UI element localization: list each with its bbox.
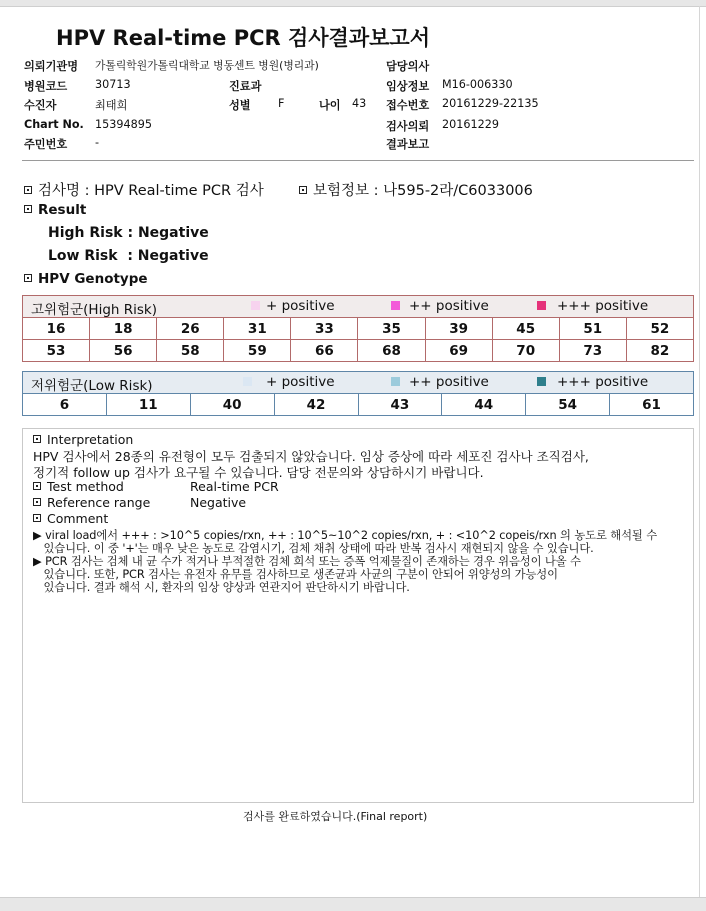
interpretation-box [22,428,694,803]
test-method-value: Real-time PCR [190,479,279,494]
genotype-cell: 66 [291,340,358,362]
genotype-cell: 68 [358,340,425,362]
bottom-bar [0,897,706,911]
final-report-note: 검사를 완료하였습니다.(Final report) [243,810,428,823]
genotype-cell: 44 [442,394,526,416]
insurance-info [299,179,533,200]
genotype-cell: 70 [492,340,559,362]
genotype-cell: 11 [106,394,190,416]
page-edge [699,6,700,897]
genotype-cell: 45 [492,318,559,340]
genotype-cell: 40 [190,394,274,416]
chart-value: 15394895 [95,118,152,131]
chart-label: Chart No. [24,118,84,131]
high-risk-title: 고위험군(High Risk) [31,302,157,318]
low-risk-title: 저위험군(Low Risk) [31,378,153,394]
age-label: 나이 [319,99,341,112]
doctor-label: 담당의사 [386,60,430,73]
comment-line-5: 있습니다. 결과 해석 시, 환자의 임상 양상과 연관지어 판단하시기 바랍니다. [33,581,410,594]
genotype-cell: 58 [157,340,224,362]
square-bullet-icon [33,482,41,490]
high-risk-header [23,296,694,318]
square-bullet-icon [24,205,32,213]
genotype-cell: 42 [274,394,358,416]
genotype-cell: 56 [90,340,157,362]
square-bullet-icon [24,186,32,194]
exam-name-text: 검사명 : HPV Real-time PCR 검사 [38,183,264,199]
genotype-heading-text: HPV Genotype [38,271,148,287]
high-risk-row-2 [23,340,694,362]
genotype-cell: 26 [157,318,224,340]
top-bar [0,0,706,7]
patient-value: 최태희 [95,99,128,112]
interpretation-line-2: 정기적 follow up 검사가 요구될 수 있습니다. 담당 전문의와 상담하시기 바랍니다. [33,465,484,480]
square-bullet-icon [33,498,41,506]
legend-swatch-plus [251,301,260,310]
genotype-cell: 61 [610,394,694,416]
department-label: 진료과 [229,80,262,93]
genotype-cell: 18 [90,318,157,340]
sex-label: 성별 [229,99,251,112]
genotype-cell: 53 [23,340,90,362]
low-risk-table [22,371,694,416]
genotype-cell: 31 [224,318,291,340]
high-risk-result: High Risk : Negative [48,225,209,241]
comment-line-3: ▶ PCR 검사는 검체 내 균 수가 적거나 부적절한 검체 희석 또는 증폭 억제물질이 존재하는 경우 위음성이 나올 수 [33,555,581,568]
institution-label: 의뢰기관명 [24,60,79,73]
genotype-cell: 73 [559,340,626,362]
legend-plus3: +++ positive [557,298,649,314]
comment-heading [33,511,108,526]
low-risk-result: Low Risk : Negative [48,248,209,264]
reference-range-value: Negative [190,495,247,510]
result-heading [24,202,86,218]
genotype-cell: 54 [526,394,610,416]
genotype-cell: 51 [559,318,626,340]
insurance-text: 보험정보 : 나595-2라/C6033006 [313,183,533,199]
legend-swatch-plus2 [391,377,400,386]
square-bullet-icon [33,435,41,443]
legend-plus: + positive [266,374,335,390]
legend-plus2: ++ positive [409,374,489,390]
header-divider [22,160,694,161]
reference-range-label [33,495,150,510]
genotype-cell: 69 [425,340,492,362]
genotype-cell: 39 [425,318,492,340]
clinical-info-label: 임상정보 [386,80,430,93]
resident-value: - [95,136,100,149]
report-label: 결과보고 [386,138,430,151]
high-risk-table [22,295,694,362]
exam-name [24,179,264,200]
interpretation-heading-text: Interpretation [47,432,134,447]
patient-label: 수진자 [24,99,57,112]
legend-plus2: ++ positive [409,298,489,314]
hospital-code-label: 병원코드 [24,80,68,93]
institution-value: 가톨릭학원가톨릭대학교 병동센트 병원(병리과) [95,59,319,72]
clinical-info-value: M16-006330 [442,78,513,91]
test-method-label [33,479,124,494]
result-heading-text: Result [38,202,87,218]
interpretation-line-1: HPV 검사에서 28종의 유전형이 모두 검출되지 않았습니다. 임상 증상에 따라 세포진 검사나 조직검사, [33,449,589,464]
genotype-cell: 33 [291,318,358,340]
comment-line-1: ▶ viral load에서 +++ : >10^5 copies/rxn, ++ : 10^5~10^2 copies/rxn, + : <10^2 copeis/rxn 의 농도로 해석될 수 [33,529,658,542]
receipt-value: 20161229-22135 [442,97,539,110]
genotype-cell: 52 [626,318,693,340]
low-risk-row-1 [23,394,694,416]
age-value: 43 [352,97,367,110]
genotype-cell: 59 [224,340,291,362]
genotype-cell: 35 [358,318,425,340]
receipt-label: 접수번호 [386,99,430,112]
hospital-code-value: 30713 [95,78,131,91]
sex-value: F [278,97,285,110]
request-label: 검사의뢰 [386,120,430,133]
legend-swatch-plus [243,377,252,386]
test-method-label-text: Test method [47,479,124,494]
legend-plus: + positive [266,298,335,314]
legend-swatch-plus3 [537,377,546,386]
request-value: 20161229 [442,118,499,131]
high-risk-row-1 [23,318,694,340]
legend-swatch-plus2 [391,301,400,310]
low-risk-header [23,372,694,394]
resident-label: 주민번호 [24,138,68,151]
genotype-cell: 16 [23,318,90,340]
square-bullet-icon [33,514,41,522]
comment-line-2: 있습니다. 이 중 '+'는 매우 낮은 농도로 감염시기, 검체 채취 상태에 따라 반복 검사시 재현되지 않을 수 있습니다. [33,542,594,555]
comment-heading-text: Comment [47,511,109,526]
reference-range-label-text: Reference range [47,495,151,510]
genotype-cell: 6 [23,394,107,416]
square-bullet-icon [24,274,32,282]
legend-plus3: +++ positive [557,374,649,390]
genotype-cell: 82 [626,340,693,362]
comment-line-4: 있습니다. 또한, PCR 검사는 유전자 유무를 검사하므로 생존균과 사균의 구분이 안되어 위양성의 가능성이 [33,568,558,581]
report-title: HPV Real-time PCR 검사결과보고서 [56,26,430,50]
genotype-heading [24,271,148,287]
genotype-cell: 43 [358,394,442,416]
interpretation-heading [33,432,133,447]
legend-swatch-plus3 [537,301,546,310]
square-bullet-icon [299,186,307,194]
